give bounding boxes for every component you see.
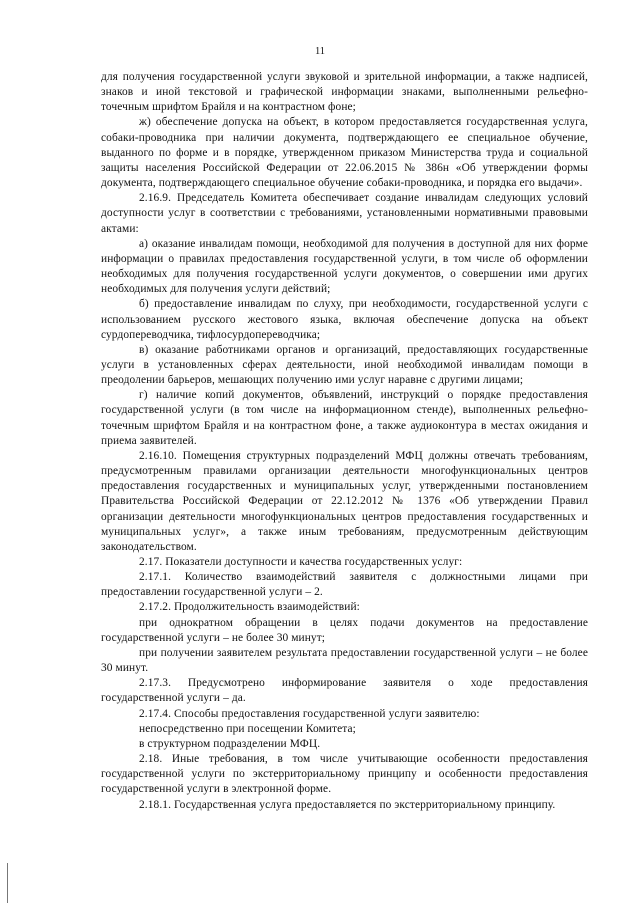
paragraph: г) наличие копий документов, объявлений, инструкций о порядке предоставления государственной услуги (в том числе на информационном стенде), выполненных рельефно-точечным шрифтом Брайля и на контрастном фоне, а также аудиоконтура в местах ожидания и приема заявителей. xyxy=(101,389,588,447)
paragraph: 2.17.3. Предусмотрено информирование заявителя о ходе предоставления государственной услуги – да. xyxy=(101,677,588,705)
paragraph: 2.17. Показатели доступности и качества государственных услуг: xyxy=(139,556,463,568)
paragraph: 2.17.1. Количество взаимодействий заявителя с должностными лицами при предоставлении государственной услуги – 2. xyxy=(101,571,588,599)
document-body xyxy=(101,70,588,813)
paragraph: 2.16.9. Председатель Комитета обеспечивает создание инвалидам следующих условий доступности услуг в соответствии с требованиями, установленными нормативными правовыми актами: xyxy=(101,192,588,235)
paragraph: 2.18.1. Государственная услуга предоставляется по экстерриториальному принципу. xyxy=(139,798,556,811)
paragraph: а) оказание инвалидам помощи, необходимой для получения в доступной для них форме информации о правилах предоставления государственной услуги, в том числе об оформлении необходимых для получения государственной услуги документов, о совершении ими других необходимых для получения услуги действий; xyxy=(101,237,588,296)
paragraph: 2.17.4. Способы предоставления государственной услуги заявителю: xyxy=(139,707,480,720)
paragraph: при однократном обращении в целях подачи документов на предоставление государственной услуги – не более 30 минут; xyxy=(101,616,588,644)
paragraph: ж) обеспечение допуска на объект, в котором предоставляется государственная услуга, собаки-проводника при наличии документа, подтверждающего ее специальное обучение, выданного по форме и в порядке, утвержденном приказом Министерства труда и социальной защиты населения Российской Федерации от 22.06.2015 № 386н «Об утверждении формы документа, подтверждающего специальное обучение собаки-проводника, и порядка его выдачи». xyxy=(101,116,588,190)
scan-edge-mark xyxy=(7,863,8,903)
paragraph: при получении заявителем результата предоставлении государственной услуги – не более 30 минут. xyxy=(101,646,588,675)
paragraph: 2.16.10. Помещения структурных подразделений МФЦ должны отвечать требованиям, предусмотренным правилами организации деятельности многофункциональных центров предоставления государственных и муниципальных услуг, утвержденными постановлением Правительства Российской Федерации от 22.12.2012 № 1376 «Об утверждении Правил организации деятельности многофункциональных центров предоставления государственных и муниципальных услуг», а также иным требованиям, предусмотренным действующим законодательством. xyxy=(101,449,588,553)
paragraph: 2.18. Иные требования, в том числе учитывающие особенности предоставления государственной услуги по экстерриториальному принципу и особенности предоставления государственной услуги в электронной форме. xyxy=(101,753,588,796)
paragraph: непосредственно при посещении Комитета; xyxy=(139,722,356,735)
paragraph: в структурном подразделении МФЦ. xyxy=(139,737,321,750)
page-number: 11 xyxy=(314,46,326,57)
paragraph: 2.17.2. Продолжительность взаимодействий: xyxy=(139,601,360,614)
paragraph: в) оказание работниками органов и организаций, предоставляющих государственные услуги в установленных сферах деятельности, иной необходимой инвалидам помощи в преодолении барьеров, мешающих получению ими услуг наравне с другими лицами; xyxy=(101,343,588,387)
paragraph: для получения государственной услуги звуковой и зрительной информации, а также надписей, знаков и иной текстовой и графической информации знаками, выполненными рельефно-точечным шрифтом Брайля и на контрастном фоне; xyxy=(101,71,588,114)
paragraph: б) предоставление инвалидам по слуху, при необходимости, государственной услуги с использованием русского жестового языка, включая обеспечение допуска на объект сурдопереводчика, тифлосурдопереводчика; xyxy=(101,298,588,341)
